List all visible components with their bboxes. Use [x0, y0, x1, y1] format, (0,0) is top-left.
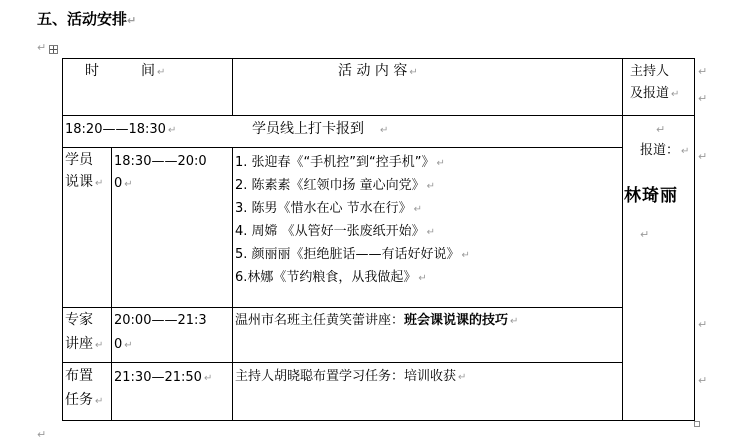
checkin-time: 18:20——18:30 ↵: [65, 122, 177, 137]
table-border: [62, 58, 63, 421]
section-heading: [37, 8, 136, 29]
talk-item: 2. 陈素素《红领巾扬 童心向党》 ↵: [235, 178, 436, 193]
expert-label: 专家 讲座 ↵: [65, 312, 104, 352]
row-end-mark: ↵: [698, 92, 708, 105]
header-host: 主持人 及报道 ↵: [630, 64, 680, 101]
table-border: [232, 147, 233, 420]
table-border: [62, 147, 622, 148]
expert-topic: 班会课说课的技巧: [404, 313, 509, 328]
reporter-name: 林琦丽: [624, 186, 678, 206]
paragraph-mark: ↵: [656, 123, 666, 136]
paragraph-mark: ↵: [37, 428, 47, 441]
table-border: [62, 307, 622, 308]
talks-time: 18:30——20:0 0 ↵: [114, 154, 207, 191]
table-border: [62, 58, 695, 59]
talks-label: 学员 说课 ↵: [65, 152, 104, 190]
table-border: [694, 58, 695, 421]
assign-label: 布置 任务 ↵: [65, 368, 104, 408]
table-border: [232, 58, 233, 115]
header-time: 时 间 ↵: [85, 63, 166, 79]
header-content: 活 动 内 容 ↵: [338, 63, 418, 79]
talk-item: 3. 陈男《惜水在心 节水在行》 ↵: [235, 201, 423, 216]
paragraph-mark: ↵: [640, 228, 650, 241]
talk-item: 5. 颜丽丽《拒绝脏话——有话好好说》 ↵: [235, 247, 470, 262]
expert-content: 温州市名班主任黄笑蕾讲座：班会课说课的技巧 ↵: [235, 313, 519, 328]
table-border: [622, 58, 623, 421]
table-border: [111, 147, 112, 420]
table-border: [62, 362, 622, 363]
table-border: [62, 115, 695, 116]
assign-time: 21:30—21:50 ↵: [114, 370, 213, 385]
table-border: [62, 420, 695, 421]
assign-content: 主持人胡晓聪布置学习任务：培训收获 ↵: [235, 369, 467, 384]
table-resize-handle-icon[interactable]: [694, 421, 700, 427]
row-end-mark: ↵: [698, 318, 708, 331]
talk-item: 6.林娜《节约粮食，从我做起》 ↵: [235, 270, 427, 285]
talk-item: 1. 张迎春《“手机控”到“控手机”》 ↵: [235, 155, 445, 170]
paragraph-mark: ↵: [37, 41, 47, 54]
table-move-handle-icon[interactable]: [49, 45, 58, 54]
talks-list: [235, 152, 470, 290]
section-title: 五、活动安排: [37, 10, 128, 28]
checkin-content: 学员线上打卡报到 ↵: [252, 121, 389, 137]
row-end-mark: ↵: [698, 374, 708, 387]
row-end-mark: ↵: [698, 65, 708, 78]
expert-time: 20:00——21:3 0 ↵: [114, 313, 207, 352]
row-end-mark: ↵: [698, 150, 708, 163]
paragraph-mark: ↵: [127, 14, 137, 27]
reporter-label: 报道： ↵: [640, 143, 690, 158]
talk-item: 4. 周嫦 《从管好一张废纸开始》 ↵: [235, 224, 436, 239]
